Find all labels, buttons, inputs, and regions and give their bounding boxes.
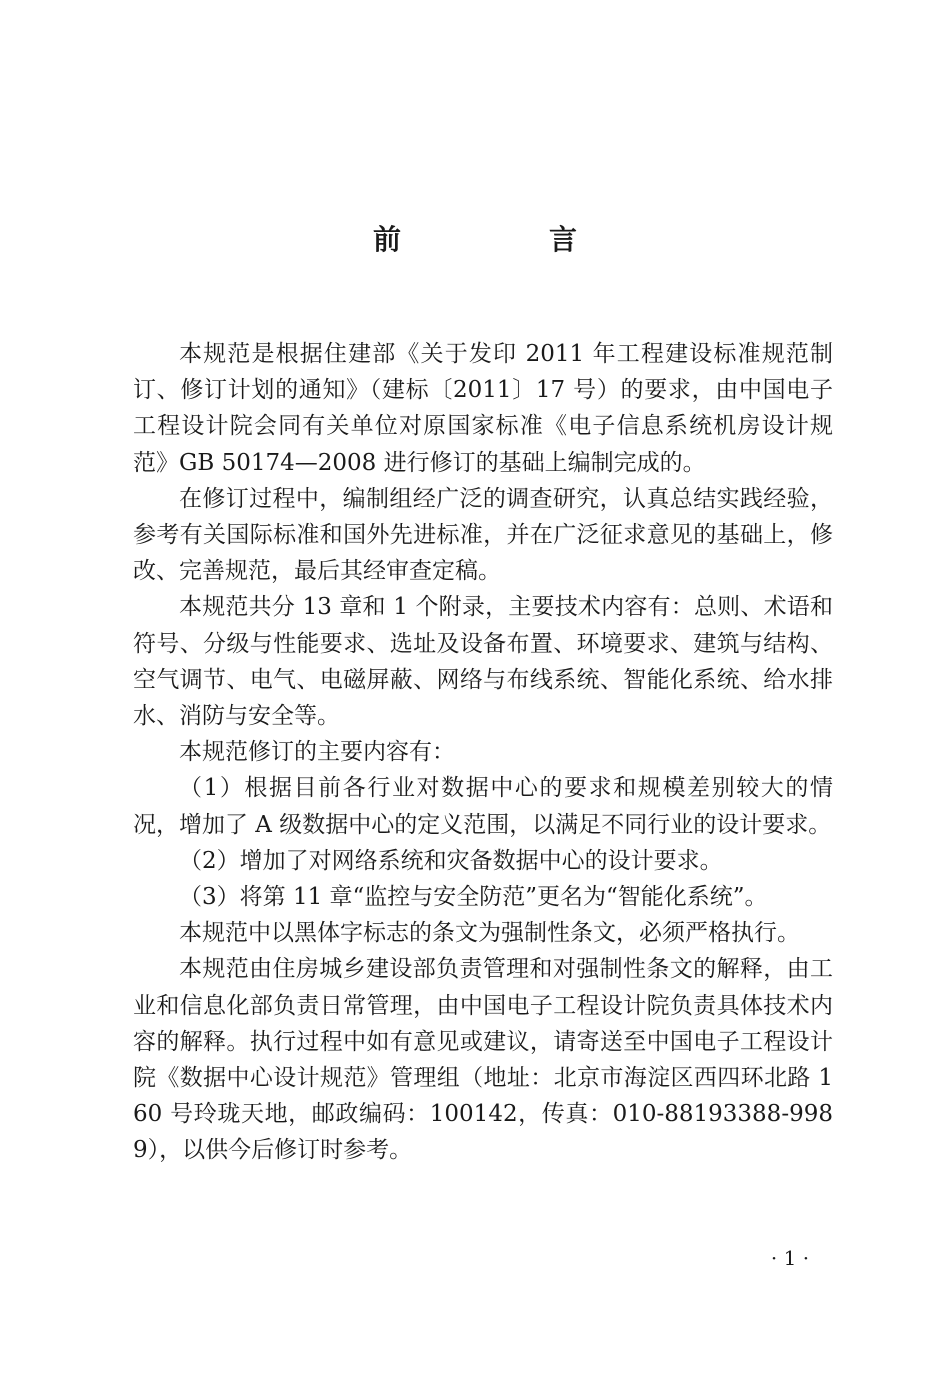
paragraph: （3）将第 11 章“监控与安全防范”更名为“智能化系统”。: [179, 884, 768, 911]
paragraph: 本规范由住房城乡建设部负责管理和对强制性条文的解释，由工业和信息化部负责日常管理，由中国电子工程设计院负责具体技术内容的解释。执行过程中如有意见或建议，请寄送至中国电子工程设计院《数据中心设计规范》管理组（地址：北京市海淀区西四环北路 160 号玲珑天地，邮政编码：100142，传真：010-88193388-9989），以供今后修订时参考。: [133, 956, 833, 1164]
paragraph: 本规范是根据住建部《关于发印 2011 年工程建设标准规范制订、修订计划的通知》（建标〔2011〕17 号）的要求，由中国电子工程设计院会同有关单位对原国家标准《电子信息系统机房设计规范》GB 50174—2008 进行修订的基础上编制完成的。: [133, 341, 833, 476]
paragraph: 本规范修订的主要内容有：: [179, 739, 455, 766]
page-number: · 1 ·: [770, 1246, 810, 1270]
paragraph: 在修订过程中，编制组经广泛的调查研究，认真总结实践经验，参考有关国际标准和国外先进标准，并在广泛征求意见的基础上，修改、完善规范，最后其经审查定稿。: [133, 485, 833, 585]
body-text: [133, 336, 833, 1169]
paragraph: 本规范中以黑体字标志的条文为强制性条文，必须严格执行。: [179, 920, 800, 947]
paragraph: （1）根据目前各行业对数据中心的要求和规模差别较大的情况，增加了 A 级数据中心的定义范围，以满足不同行业的设计要求。: [133, 775, 833, 838]
page-title: 前 言: [372, 223, 637, 256]
paragraph: （2）增加了对网络系统和灾备数据中心的设计要求。: [179, 847, 723, 874]
paragraph: 本规范共分 13 章和 1 个附录，主要技术内容有：总则、术语和符号、分级与性能要求、选址及设备布置、环境要求、建筑与结构、空气调节、电气、电磁屏蔽、网络与布线系统、智能化系统、给水排水、消防与安全等。: [133, 594, 833, 730]
